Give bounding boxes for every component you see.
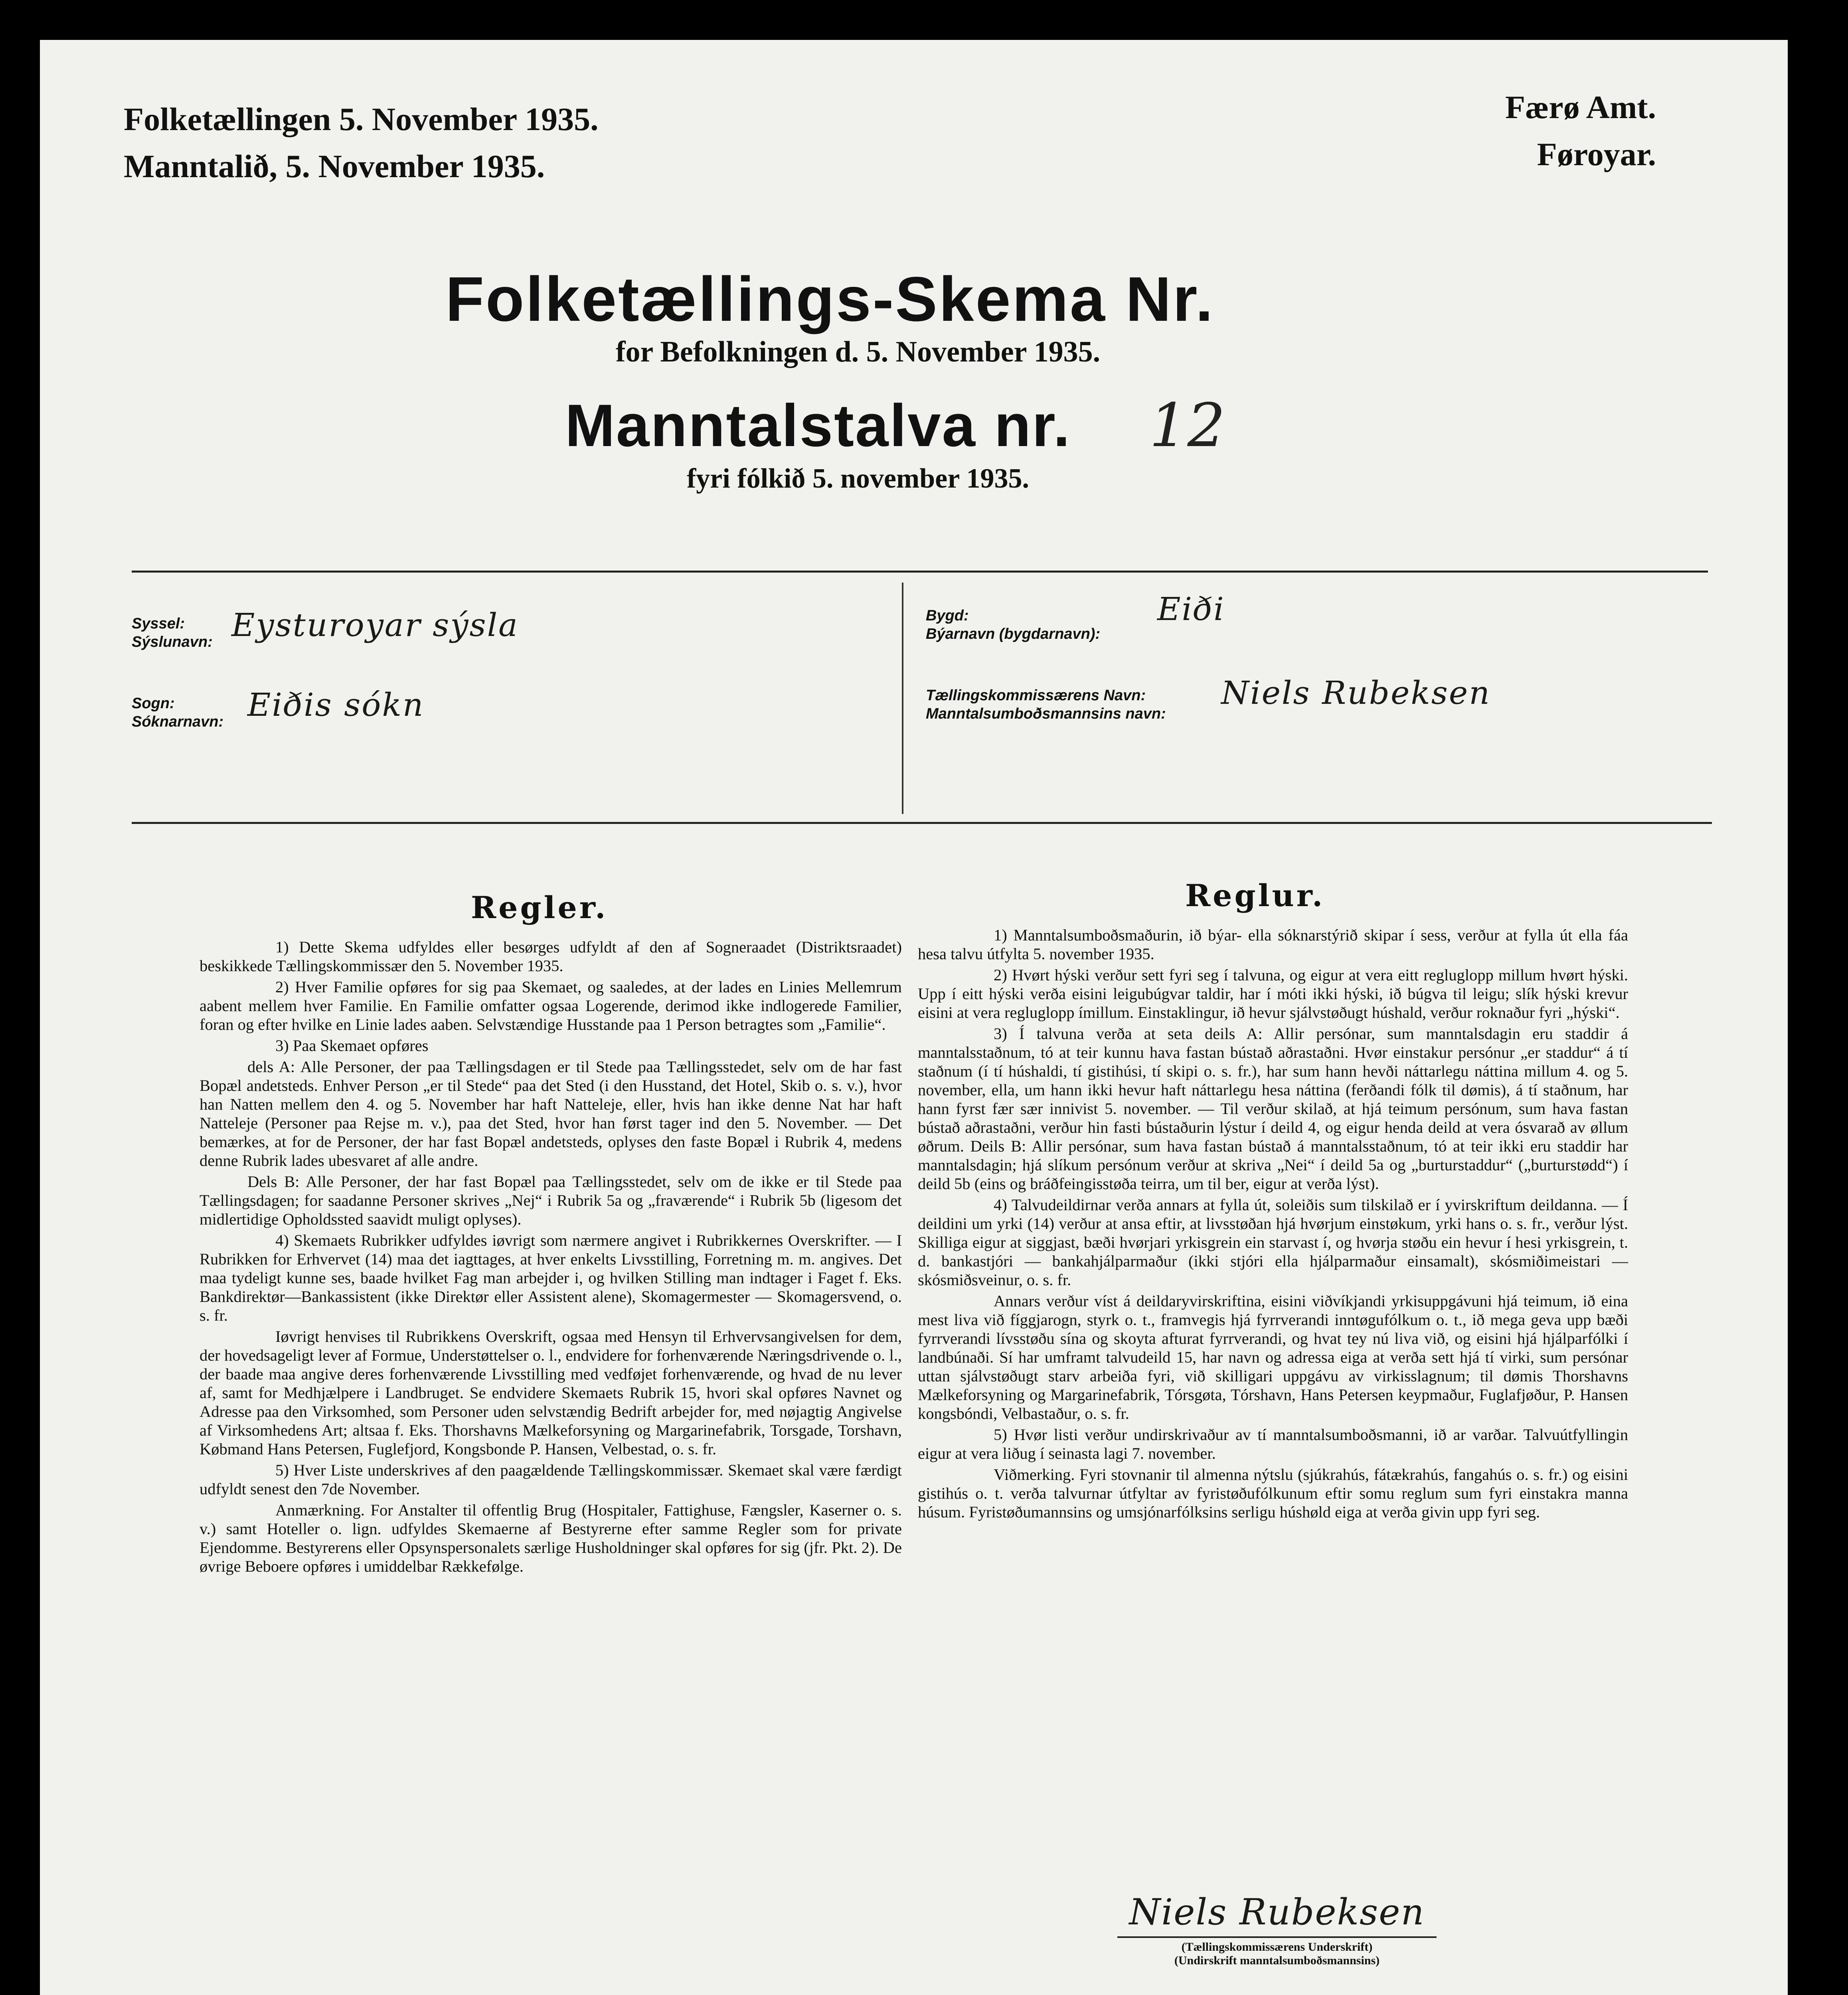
sogn-label: Sogn: Sóknarnavn: <box>132 695 224 730</box>
signature-caption-faroese: (Undirskrift manntalsumboðsmannsins) <box>1174 1954 1380 1967</box>
syssel-label: Syssel: Sýslunavn: <box>132 615 213 650</box>
foroyar-label: Føroyar. <box>1537 136 1656 172</box>
danish-rule-4b: Iøvrigt henvises til Rubrikkens Overskrift, ogsaa med Hensyn til Erhvervsangivelsen for dem, der hovedsageligt lever af Formue, Understøttelser o. l., endvidere for forhenværende Næringsdrivende o. l., der baade maa angive deres forhenværende Livsstilling med vedføjet forhenværende, og hvad de nu lever af, samt for Medhjælpere i Landbruget. Se endvidere Skemaets Rubrik 15, hvori skal opføres Navnet og Adresse paa den Virksomhed, som Personer uden selvstændig Bedrift arbejder for, med nøjagtig Angivelse af Virksomhedens Art; altsaa f. Eks. Thorshavns Mælkeforsyning og Margarinefabrik, Torsgade, Torshavn, Købmand Hans Petersen, Fuglefjord, Kongsbonde P. Hansen, Velbestad, o. s. fr. <box>200 1327 902 1458</box>
kommissaer-label: Tællingskommissærens Navn: Manntalsumboðsmannsins navn: <box>926 687 1166 722</box>
form-title-faroese: Manntalstalva nr. <box>565 392 1071 459</box>
form-title-danish: Folketællings-Skema Nr. <box>445 264 1215 334</box>
sogn-value: Eiðis sókn <box>247 686 425 723</box>
bygd-label: Bygd: Býarnavn (bygdarnavn): <box>926 607 1101 642</box>
danish-rule-4: 4) Skemaets Rubrikker udfyldes iøvrigt som nærmere angivet i Rubrikkernes Overskrifter. — I Rubrikken for Erhvervet (14) maa det iagttages, at hver enkelts Livsstilling, Forretning m. m. angives. Det maa tydeligt kunne ses, baade hvilket Fag man arbejder i, og hvilken Stilling man indtager i Faget f. Eks. Bankdirektør—Bankassistent (ikke Direktør eller Assistent alene), Skomagermester — Skomagersvend, o. s. fr. <box>200 1231 902 1324</box>
kommissaer-value: Niels Rubeksen <box>1221 674 1491 711</box>
faroese-rule-4: 4) Talvudeildirnar verða annars at fylla út, soleiðis sum tilskilað er í yvirskriftum deildanna. — Í deildini um yrki (14) verður at ansa eftir, at livsstøðan hjá hvørjum einstøkum, yrki hans o. s. fr., verður lýst. Skilliga eigur at siggjast, bæði hvørjari yrkisgrein ein starvast í, og hvørja støðu ein hevur í hesi yrkisgrein, t. d. bankastjóri — bankahjálparmaður (ikki stjóri ella hjálparmaður einsamalt), skósmiðimeistari — skósmiðsveinur, o. s. fr. <box>918 1196 1628 1289</box>
faroese-rule-3: 3) Í talvuna verða at seta deils A: Allir persónar, sum manntalsdagin eru staddir á manntalsstaðnum, tó at teir kunnu hava fastan bústað aðrastaðni. Hvør einstakur persónur „er staddur“ á tí staðnum (í tí húshaldi, tí gistihúsi, tí skipi o. s. fr.), har sum hann hevði náttarlegu náttina millum 4. og 5. november, ella, um hann ikki hevur haft náttarlegu hesa náttina (ferðandi fólk til dømis), á tí staðnum, har hann fyrst fær sær innivist 5. november. — Til verður skilað, at hjá teimum persónum, sum hava fastan bústað aðrastaðni, verður hin fasti bústaðurin lýstur í deild 4, og eigur henda deild at vera ósvarað av øllum øðrum. Deils B: Allir persónar, sum hava fastan bústað á manntalsstaðnum, tó at teir ikki eru staddir har manntalsdagin; hjá slíkum persónum verður at skriva „Nei“ í deild 5a og „burturstaddur“ („burturstødd“) í deild 5b (eins og bráðfeingisstøða teirra, um til ber, eigur at verða lýst). <box>918 1025 1628 1193</box>
faroese-rule-1: 1) Manntalsumboðsmaðurin, ið býar- ella sóknarstýrið skipar í sess, verður at fylla út ella fáa hesa talvu útfylta 5. november 1935. <box>918 926 1628 963</box>
header-right <box>1505 84 1656 178</box>
danish-rule-1: 1) Dette Skema udfyldes eller besørges udfyldt af den af Sogneraadet (Distriktsraadet) beskikkede Tællingskommissær den 5. November 1935. <box>200 938 902 975</box>
form-subtitle-faroese: fyri fólkið 5. november 1935. <box>686 463 1030 494</box>
syssel-value: Eysturoyar sýsla <box>231 606 519 644</box>
danish-rule-5: 5) Hver Liste underskrives af den paagældende Tællingskommissær. Skemaet skal være færdigt udfyldt senest den 7de November. <box>200 1461 902 1498</box>
danish-rule-3b: Dels B: Alle Personer, der har fast Bopæl paa Tællingsstedet, selv om de ikke er til Stede paa Tællingsdagen; for saadanne Personer skrives „Nej“ i Rubrik 5a og „fraværende“ i Rubrik 5b (ligesom det midlertidige Opholdssted saavidt muligt oplyses). <box>200 1173 902 1228</box>
signature-block <box>1117 1891 1437 1967</box>
signature-handwritten: Niels Rubeksen <box>1129 1891 1425 1933</box>
signature-caption-danish: (Tællingskommissærens Underskrift) <box>1181 1940 1373 1954</box>
danish-rule-2: 2) Hver Familie opføres for sig paa Skemaet, og saaledes, at der lades en Linies Mellemrum aabent mellem hver Familie. En Familie omfatter ogsaa Logerende, derimod ikke indlogerede Familier, foran og efter hvilke en Linie lades aaben. Selvstændige Husstande paa 1 Person betragtes som „Familie“. <box>200 978 902 1033</box>
danish-rule-3a: dels A: Alle Personer, der paa Tællingsdagen er til Stede paa Tællingsstedet, selv om de har fast Bopæl andetsteds. Enhver Person „er til Stede“ paa det Sted (i den Husstand, det Hotel, Skib o. s. v.), hvor han Natten mellem den 4. og 5. November har haft Natteleje, eller, hvis han ikke denne Nat har haft Natteleje (Personer paa Rejse m. v.), paa det Sted, hvor han først tager ind den 5. November. — Det bemærkes, at for de Personer, der har fast Bopæl andetsteds, oplyses den faste Bopæl i Rubrik 4, medens denne Rubrik lades ubesvaret af alle andre. <box>200 1058 902 1169</box>
faroese-rules-column <box>918 926 1628 1524</box>
header-line-danish: Folketællingen 5. November 1935. <box>124 101 599 137</box>
census-form-sheet <box>40 40 1788 1995</box>
fields-divider <box>902 583 903 814</box>
faroese-rule-4b: Annars verður víst á deildaryvirskriftina, eisini viðvíkjandi yrkisuppgávuni hjá teimum, ið eina mest liva við fíggjarogn, styrk o. t., framvegis hjá fyrrverandi inntøgufólkum o. t., ið mega geva upp bæði fyrrverandi lívsstøðu sína og skoyta afturat fyrrverandi, og hvat tey nú liva við, og eisini hjá hjálparfólki í landbúnaði. Sí har umframt talvudeild 15, har navn og adressa eiga at verða sett hjá tí virki, sum persónar uttan sjálvstøðugt starv arbeiða fyri, við skilligari uppgávu av virkisslagnum; til dømis Thorshavns Mælkeforsyning og Margarinefabrik, Tórsgøta, Tórshavn, Hans Petersen keypmaður, Fuglafjøður, P. Hansen kongsbóndi, Velbastaður, o. s. fr. <box>918 1292 1628 1422</box>
danish-rules-column <box>200 938 902 1578</box>
bottom-divider <box>132 822 1712 824</box>
bygd-value: Eiði <box>1157 591 1225 628</box>
faroese-rule-2: 2) Hvørt hýski verður sett fyri seg í talvuna, og eigur at vera eitt regluglopp millum hvørt hýski. Upp í eitt hýski verða eisini leigubúgvar taldir, har í móti ikki hýski, ið búgva til leigu; slík hýski krevur eisini at vera regluglopp ímillum. Einstaklingur, ið hevur sjálvstøðugt húshald, verður roknaður fyri „hýski“. <box>918 966 1628 1021</box>
danish-rule-3-head: 3) Paa Skemaet opføres <box>275 1037 429 1055</box>
faroese-rule-5: 5) Hvør listi verður undirskrivaður av tí manntalsumboðsmanni, ið ar varðar. Talvuútfyllingin eigur at vera liðug í seinasta lagi 7. november. <box>918 1426 1628 1462</box>
danish-rules-heading: Regler. <box>471 890 608 925</box>
signature-line <box>1117 1936 1437 1938</box>
faroese-note: Viðmerking. Fyri stovnanir til almenna nýtslu (sjúkrahús, fátækrahús, fangahús o. s. fr.) og eisini gistihús o. t. verða talvurnar útfyltar av fyristøðufólkunum eftir somu reglum sum fyri einstakra manna húsum. Fyristøðumannsins og umsjónarfólksins serligu húshøld eiga at verða givin upp fyri seg. <box>918 1466 1628 1521</box>
amt-label: Færø Amt. <box>1505 89 1656 125</box>
form-number-handwritten: 12 <box>1149 391 1225 460</box>
header-left <box>124 96 599 190</box>
faroese-rules-heading: Reglur. <box>1185 878 1325 913</box>
danish-note: Anmærkning. For Anstalter til offentlig Brug (Hospitaler, Fattighuse, Fængsler, Kaserner o. s. v.) samt Hoteller o. lign. udfyldes Skemaerne af Bestyrerne efter samme Regler som for private Ejendomme. Bestyrerens eller Opsynspersonalets særlige Husholdninger skal opføres for sig (jfr. Pkt. 2). De øvrige Beboere opføres i umiddelbar Rækkefølge. <box>200 1501 902 1575</box>
top-divider <box>132 571 1708 573</box>
header-line-faroese: Manntalið, 5. November 1935. <box>124 148 545 184</box>
form-subtitle-danish: for Befolkningen d. 5. November 1935. <box>615 336 1101 368</box>
